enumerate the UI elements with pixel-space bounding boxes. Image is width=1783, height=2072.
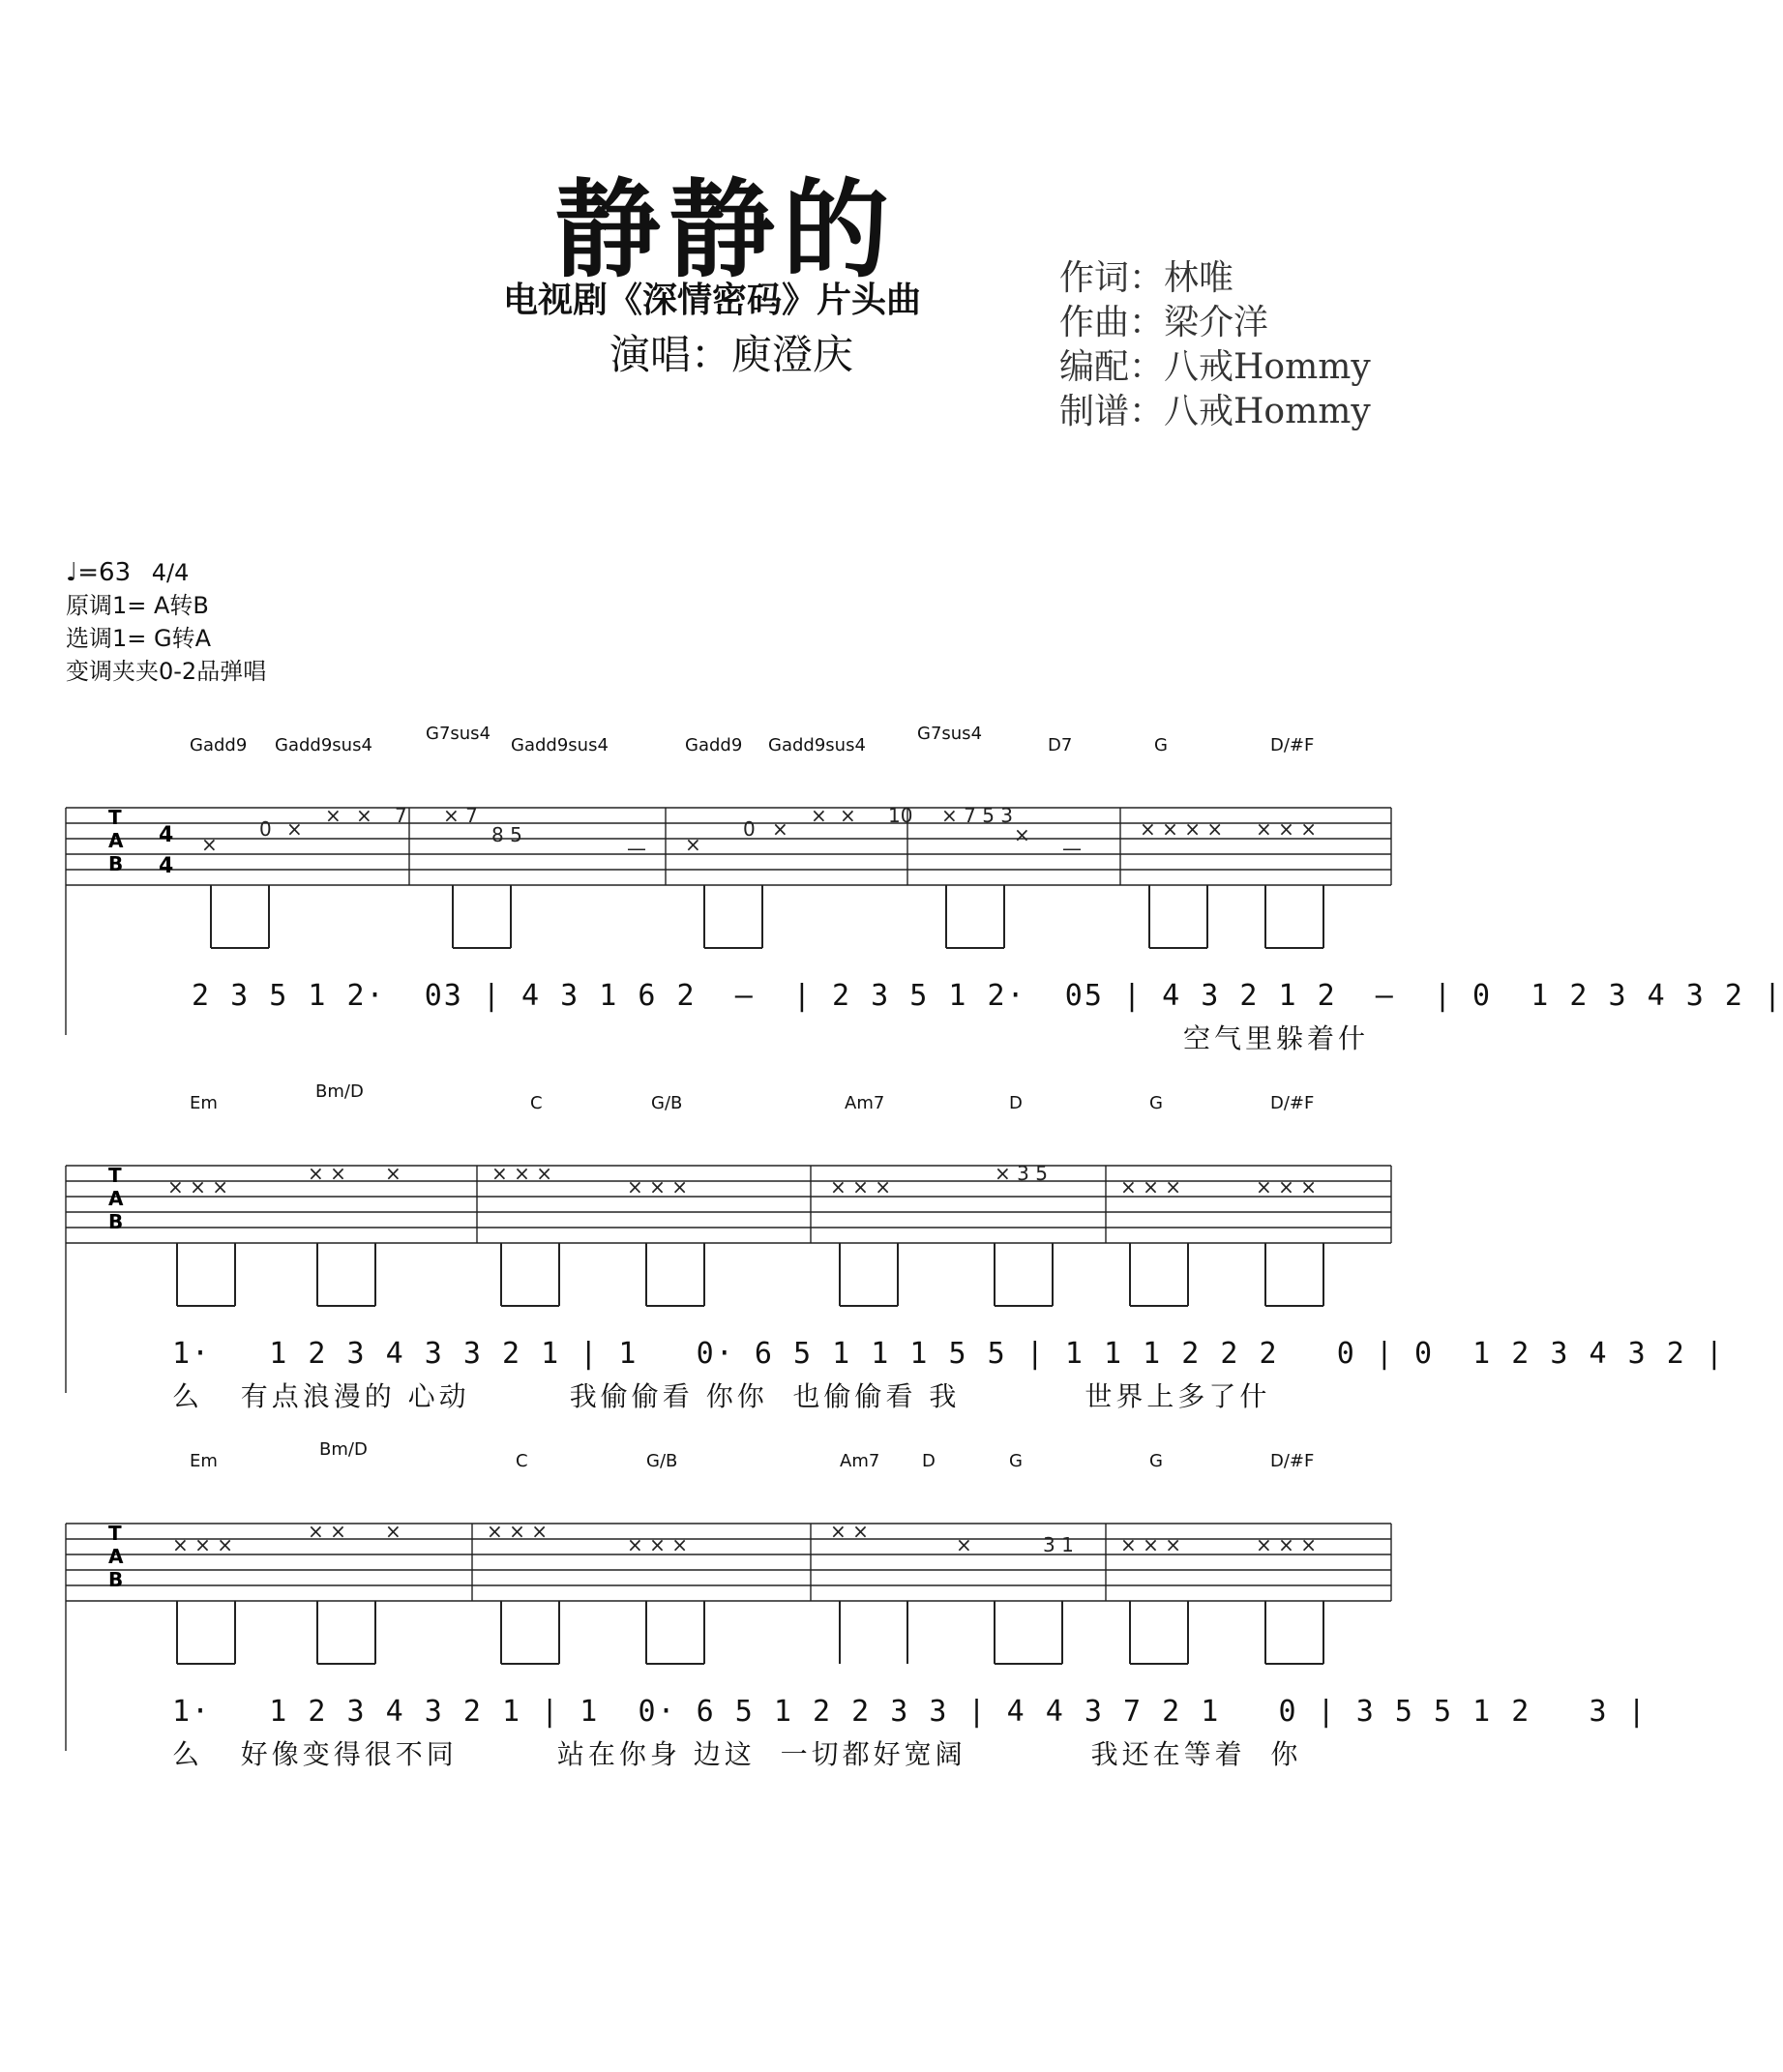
chord-1: Em [190,1093,218,1113]
credit-lyricist: 作词：林唯 [1059,258,1234,298]
svg-text:×: × [685,833,701,856]
credit-composer: 作曲：梁介洋 [1059,303,1269,342]
svg-text:T: T [108,1522,122,1545]
svg-text:×: × [325,804,342,827]
svg-text:× 3 5: × 3 5 [995,1162,1048,1185]
svg-text:× ×: × × [308,1520,346,1543]
svg-text:×: × [385,1520,401,1543]
chord-10: D/#F [1270,735,1315,755]
svg-text:× × ×: × × × [491,1162,552,1185]
svg-text:× × × ×: × × × × [1140,817,1224,841]
svg-text:× 7 5 3: × 7 5 3 [941,804,1014,827]
chord-7: G [1149,1093,1163,1113]
svg-text:× × ×: × × × [167,1175,228,1199]
credit-transcriber: 制谱：八戒Hommy [1059,392,1371,431]
chord-6: D [1009,1093,1023,1113]
svg-text:—: — [627,837,646,860]
svg-text:× × ×: × × × [172,1533,233,1556]
system-3 [66,1432,1648,1770]
svg-text:B: B [108,1568,124,1591]
svg-text:× × ×: × × × [1120,1533,1181,1556]
svg-text:× 7: × 7 [443,804,478,827]
chord-7: G7sus4 [917,724,983,744]
svg-text:× × ×: × × × [830,1175,891,1199]
chord-4: G/B [651,1093,683,1113]
chord-2: Gadd9sus4 [275,735,372,755]
svg-text:× × ×: × × × [1120,1175,1181,1199]
chord-3: G7sus4 [426,724,491,744]
svg-text:10: 10 [888,804,913,827]
svg-text:× × ×: × × × [1256,1533,1317,1556]
svg-text:4: 4 [159,823,174,847]
svg-text:×: × [840,804,856,827]
svg-text:×: × [1014,823,1030,846]
svg-text:8 5: 8 5 [491,823,522,846]
svg-text:B: B [108,1210,124,1233]
chord-4: G/B [646,1451,678,1471]
svg-text:×: × [385,1162,401,1185]
svg-text:× × ×: × × × [627,1175,688,1199]
system-1 [66,716,1783,1054]
chord-5: Am7 [845,1093,885,1113]
song-title: 静静的 [554,167,897,292]
svg-text:× × ×: × × × [1256,817,1317,841]
chord-9: D/#F [1270,1451,1315,1471]
svg-text:—: — [1062,837,1082,860]
svg-text:4: 4 [159,854,174,878]
time-signature: 4/4 [151,559,190,586]
svg-text:0: 0 [743,817,756,841]
svg-text:×: × [201,833,218,856]
svg-text:×: × [956,1533,972,1556]
singer: 演唱：庾澄庆 [609,331,854,378]
score-meta [66,556,266,688]
chord-1: Em [190,1451,218,1471]
chord-5: Am7 [840,1451,880,1471]
svg-text:× ×: × × [830,1520,869,1543]
chord-5: Gadd9 [685,735,743,755]
chord-6: D [922,1451,936,1471]
chord-7: G [1009,1451,1023,1471]
svg-text:× × ×: × × × [487,1520,548,1543]
chord-6: Gadd9sus4 [768,735,866,755]
svg-text:× × ×: × × × [627,1533,688,1556]
svg-text:A: A [108,829,124,852]
svg-text:0: 0 [259,817,272,841]
svg-text:A: A [108,1545,124,1568]
chord-1: Gadd9 [190,735,248,755]
svg-text:×: × [286,817,303,841]
chord-2: Bm/D [315,1081,364,1102]
svg-text:×: × [356,804,372,827]
svg-text:T: T [108,1164,122,1187]
svg-text:× ×: × × [308,1162,346,1185]
chord-2: Bm/D [319,1439,368,1460]
credit-arranger: 编配：八戒Hommy [1059,347,1371,387]
svg-text:× × ×: × × × [1256,1175,1317,1199]
svg-text:×: × [811,804,827,827]
chord-8: G [1149,1451,1163,1471]
credits [1059,256,1371,434]
tempo-mark: ♩=63 [66,558,132,587]
lyrics-line-1: 空气里躲着什 [1183,1022,1370,1054]
system-2 [66,1074,1725,1412]
lyrics-line-2: 么 有点浪漫的 心动 我偷偷看 你你 也偷偷看 我 世界上多了什 [172,1380,1271,1412]
chord-3: C [516,1451,528,1471]
capo-note: 变调夹夹0-2品弹唱 [66,658,267,685]
svg-text:7: 7 [395,804,407,827]
svg-text:A: A [108,1187,124,1210]
svg-text:T: T [108,806,122,829]
original-key: 原调1= A转B [66,592,209,619]
chord-3: C [530,1093,543,1113]
jianpu-line-2: 1· 1 2 3 4 3 3 2 1 | 1 0· 6 5 1 1 1 5 5 | 1 1 1 2 2 2 0 | 0 1 2 3 4 3 2 | [172,1337,1725,1371]
lyrics-line-3: 么 好像变得很不同 站在你身 边这 一切都好宽阔 我还在等着 你 [172,1738,1302,1770]
subtitle: 电视剧《深情密码》片头曲 [503,280,922,320]
svg-text:×: × [772,817,788,841]
jianpu-line-3: 1· 1 2 3 4 3 2 1 | 1 0· 6 5 1 2 2 3 3 | 4 4 3 7 2 1 0 | 3 5 5 1 2 3 | [172,1695,1648,1729]
chord-8: D7 [1048,735,1073,755]
svg-text:B: B [108,852,124,875]
chord-9: G [1154,735,1168,755]
chord-8: D/#F [1270,1093,1315,1113]
chord-4: Gadd9sus4 [511,735,609,755]
svg-text:3 1: 3 1 [1043,1533,1074,1556]
chosen-key: 选调1= G转A [66,625,212,652]
jianpu-line-1: 2 3 5 1 2· 03 | 4 3 1 6 2 — | 2 3 5 1 2· 05 | 4 3 2 1 2 — | 0 1 2 3 4 3 2 | [192,979,1783,1013]
